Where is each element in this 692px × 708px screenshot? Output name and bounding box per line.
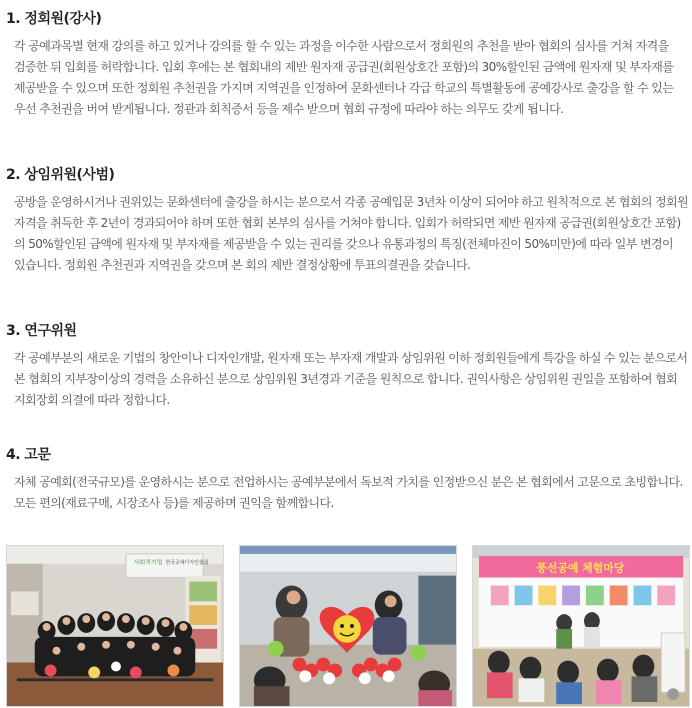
- section-advisor: [6, 446, 690, 514]
- sign-text: 사회적기업: [133, 558, 163, 566]
- craft-fair-image: [473, 546, 689, 706]
- section-body: 각 공예과목별 현재 강의를 하고 있거나 강의를 할 수 있는 과정을 이수한 사람으로서 정회원의 추천을 받아 협회의 심사를 거쳐 자격을 검증한 뒤 입회를 허락합니다. 입회 후에는 본 협회내의 제반 원자재 공급권(회원상호간 포함)의 30%할인된 금액에 원자재 및 부자재를 제공받을 수 있으며 또한 정회원 추천권을 가지며 지역권을 인정하여 문화센터나 각급 학교의 특별활동에 공예강사로 출강을 할 수 있는 우선 추천권을 버여 받게됩니다. 정관과 회칙증서 등을 제수 받으며 협회 규정에 따라야 하는 의무도 갖게 됩니다.: [14, 39, 674, 116]
- section-regular-member: [6, 10, 690, 120]
- section-body: 각 공예부분의 새로운 기법의 창안이나 디자인개발, 원자재 또는 부자재 개발과 상임위원 이하 정회원들에게 특강을 하실 수 있는 분으로서 본 협회의 지부장이상의 경력을 소유하신 분으로 상임위원 3년경과 기준을 원칙으로 합니다. 권익사항은 상임위원 권일을 포함하여 협회 지회장회 의결에 따라 정합니다.: [14, 351, 688, 407]
- section-title: 2. 상임위원(사범): [6, 167, 115, 183]
- balloon-workshop-photo: [239, 545, 457, 707]
- photo-gallery: [6, 545, 690, 707]
- banner-text: 풍선공예 체험마당: [536, 561, 625, 575]
- section-body: 공방을 운영하시거나 권위있는 문화센터에 출강을 하시는 분으로서 각종 공예입문 3년차 이상이 되어야 하고 원칙적으로 본 협회의 정회원 자격을 취득한 후 2년이 경과되어야 하며 또한 협회 본부의 심사를 거쳐야 합니다. 입회가 허락되면 제반 원자재 공급권(회원상호간 포함)의 50%할인된 금액에 원자재 및 부자재를 제공받을 수 있는 권리를 갖으나 유통과정의 특징(전체마진이 50%미만)에 따라 일부 변경이 있습니다. 정회원 추천권과 지역권을 갖으며 본 회의 제반 결정상황에 투표의결권을 갖습니다.: [14, 195, 689, 272]
- craft-fair-photo: [472, 545, 690, 707]
- section-body: 자체 공예회(전국규모)를 운영하시는 분으로 전업하시는 공예부분에서 독보적 가치를 인정받으신 분은 본 협회에서 고문으로 초빙합니다. 모든 편의(재료구매, 시장조사 등)를 제공하며 권익을 함께합니다.: [14, 475, 683, 510]
- sign-text-2: 한국공예디자인협회: [165, 559, 209, 566]
- section-title: 3. 연구위원: [6, 323, 77, 339]
- section-standing-member: [6, 166, 690, 276]
- group-photo-image: [7, 546, 223, 706]
- group-photo: [6, 545, 224, 707]
- section-title: 1. 정회원(강사): [6, 11, 102, 27]
- balloon-workshop-image: [240, 546, 456, 706]
- section-research-member: [6, 322, 690, 411]
- section-title: 4. 고문: [6, 447, 51, 463]
